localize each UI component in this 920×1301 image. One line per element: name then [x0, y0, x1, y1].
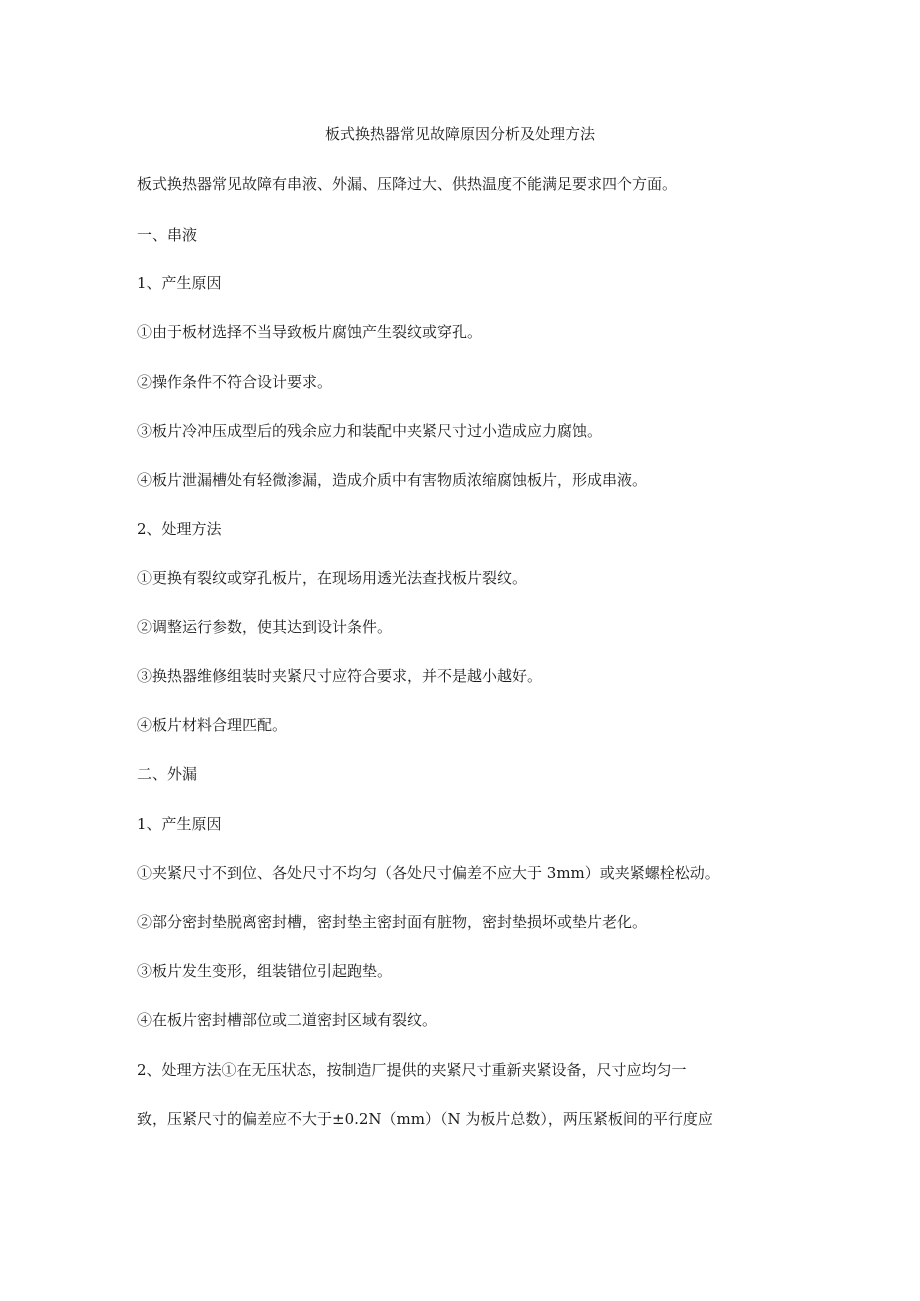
- intro-paragraph: 板式换热器常见故障有串液、外漏、压降过大、供热温度不能满足要求四个方面。: [137, 175, 678, 193]
- list-item: ③换热器维修组装时夹紧尺寸应符合要求，并不是越小越好。: [137, 667, 543, 685]
- list-item: ②调整运行参数，使其达到设计条件。: [137, 618, 393, 636]
- list-item: ④板片泄漏槽处有轻微渗漏，造成介质中有害物质浓缩腐蚀板片，形成串液。: [137, 471, 648, 489]
- paragraph-line: 2、处理方法①在无压状态，按制造厂提供的夹紧尺寸重新夹紧设备，尺寸应均匀一: [137, 1061, 687, 1079]
- section-heading-leakage-cross: 一、串液: [137, 226, 198, 244]
- subsection-heading-causes: 1、产生原因: [137, 815, 222, 833]
- list-item: ①由于板材选择不当导致板片腐蚀产生裂纹或穿孔。: [137, 323, 483, 341]
- paragraph-line: 致，压紧尺寸的偏差应不大于±0.2N（mm）（N 为板片总数），两压紧板间的平行度应: [137, 1110, 713, 1128]
- list-item: ②操作条件不符合设计要求。: [137, 373, 333, 391]
- document-title: 板式换热器常见故障原因分析及处理方法: [324, 125, 595, 143]
- subsection-heading-causes: 1、产生原因: [137, 274, 222, 292]
- list-item: ①夹紧尺寸不到位、各处尺寸不均匀（各处尺寸偏差不应大于 3mm）或夹紧螺栓松动。: [137, 864, 720, 882]
- list-item: ④在板片密封槽部位或二道密封区域有裂纹。: [137, 1011, 438, 1029]
- list-item: ②部分密封垫脱离密封槽，密封垫主密封面有脏物，密封垫损坏或垫片老化。: [137, 913, 648, 931]
- section-heading-external-leak: 二、外漏: [137, 765, 198, 783]
- list-item: ④板片材料合理匹配。: [137, 716, 288, 734]
- list-item: ③板片冷冲压成型后的残余应力和装配中夹紧尺寸过小造成应力腐蚀。: [137, 422, 603, 440]
- list-item: ①更换有裂纹或穿孔板片，在现场用透光法查找板片裂纹。: [137, 569, 528, 587]
- subsection-heading-methods: 2、处理方法: [137, 520, 222, 538]
- list-item: ③板片发生变形，组装错位引起跑垫。: [137, 962, 393, 980]
